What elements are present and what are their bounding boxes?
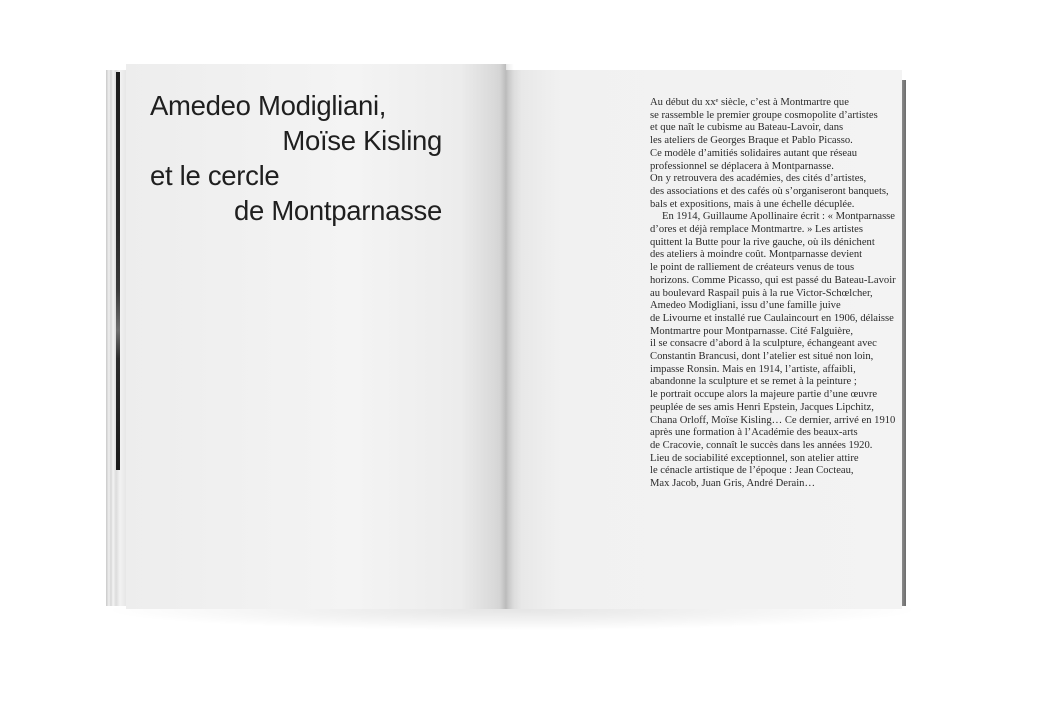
body-line: Ce modèle d’amitiés solidaires autant que réseau bbox=[650, 147, 858, 159]
body-line: Max Jacob, Juan Gris, André Derain… bbox=[650, 478, 816, 490]
body-line: de Livourne et installé rue Caulaincourt en 1906, délaisse bbox=[650, 312, 894, 324]
title-line: de Montparnasse bbox=[234, 195, 442, 226]
body-line: de Cracovie, connaît le succès dans les années 1920. bbox=[650, 439, 873, 451]
body-line: peuplée de ses amis Henri Epstein, Jacques Lipchitz, bbox=[650, 401, 874, 413]
body-line: abandonne la sculpture et se remet à la peinture ; bbox=[650, 376, 857, 388]
body-line: impasse Ronsin. Mais en 1914, l’artiste, affaibli, bbox=[650, 363, 856, 375]
body-line: le portrait occupe alors la majeure partie d’une œuvre bbox=[650, 389, 878, 401]
title-line: et le cercle bbox=[150, 160, 280, 191]
title-line: Amedeo Modigliani, bbox=[150, 90, 387, 121]
body-line: après une formation à l’Académie des beaux-arts bbox=[650, 427, 858, 439]
body-line: Chana Orloff, Moïse Kisling… Ce dernier, arrivé en 1910 bbox=[650, 414, 896, 426]
body-line: Constantin Brancusi, dont l’atelier est situé non loin, bbox=[650, 351, 874, 363]
body-line: le point de ralliement de créateurs venus de tous bbox=[650, 262, 855, 274]
body-line: Au début du xxᵉ siècle, c’est à Montmartre que bbox=[650, 97, 849, 108]
body-line: professionnel se déplacera à Montparnasse. bbox=[650, 160, 834, 172]
body-line: les ateliers de Georges Braque et Pablo Picasso. bbox=[650, 135, 853, 147]
body-paragraphs bbox=[650, 97, 896, 491]
title-line: Moïse Kisling bbox=[282, 125, 442, 156]
body-line: au boulevard Raspail puis à la rue Victor-Schœlcher, bbox=[650, 287, 873, 299]
body-line: bals et expositions, mais à une échelle décuplée. bbox=[650, 198, 855, 210]
body-line: le cénacle artistique de l’époque : Jean Cocteau, bbox=[650, 465, 854, 477]
body-line: Montmartre pour Montparnasse. Cité Falguière, bbox=[650, 325, 853, 337]
body-line: d’ores et déjà remplace Montmartre. » Les artistes bbox=[650, 224, 863, 236]
body-line: En 1914, Guillaume Apollinaire écrit : « Montparnasse bbox=[662, 211, 896, 223]
body-line: des associations et des cafés où s’organiseront banquets, bbox=[650, 185, 889, 197]
body-line: On y retrouvera des académies, des cités d’artistes, bbox=[650, 173, 867, 185]
body-line: Amedeo Modigliani, issu d’une famille juive bbox=[650, 300, 841, 312]
body-line: et que naît le cubisme au Bateau-Lavoir, dans bbox=[650, 122, 844, 134]
body-line: quittent la Butte pour la rive gauche, où ils dénichent bbox=[650, 236, 875, 248]
body-line: se rassemble le premier groupe cosmopolite d’artistes bbox=[650, 109, 878, 121]
chapter-title bbox=[150, 88, 442, 228]
body-line: Lieu de sociabilité exceptionnel, son atelier attire bbox=[650, 452, 859, 464]
body-line: il se consacre d’abord à la sculpture, échangeant avec bbox=[650, 338, 877, 350]
left-page-edge-dark bbox=[116, 72, 120, 470]
book-gutter bbox=[500, 64, 514, 609]
body-line: des ateliers à moindre coût. Montparnasse devient bbox=[650, 249, 863, 261]
body-line: horizons. Comme Picasso, qui est passé du Bateau-Lavoir bbox=[650, 274, 896, 286]
